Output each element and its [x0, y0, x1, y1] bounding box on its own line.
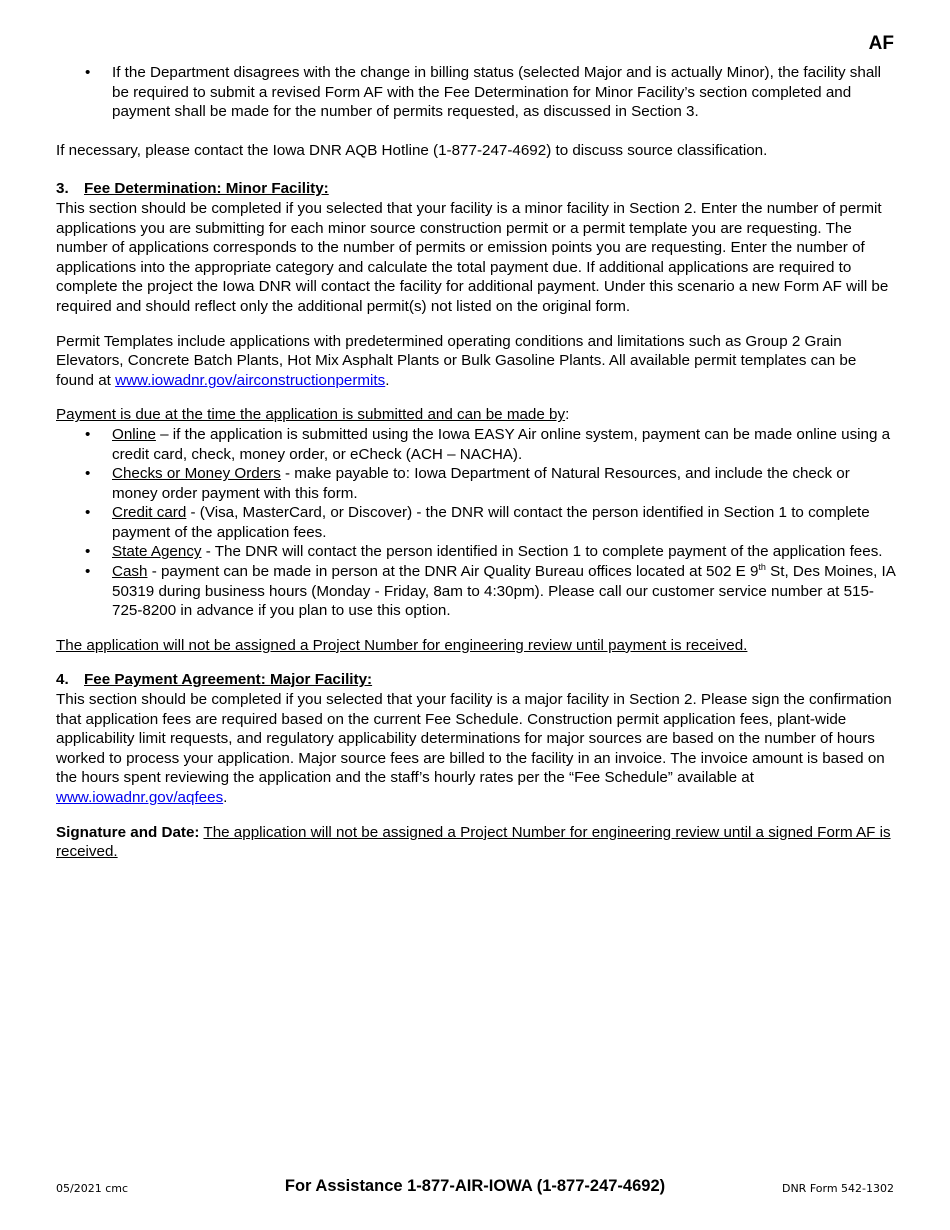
hotline-paragraph: If necessary, please contact the Iowa DNR AQB Hotline (1-877-247-4692) to discuss source classification. [56, 141, 768, 159]
payment-heading-end: : [565, 406, 570, 424]
footer-assistance: For Assistance 1-877-AIR-IOWA (1-877-247-4692) [284, 1177, 666, 1195]
intro-bullet-list [56, 63, 896, 122]
payment-method-state-agency [112, 542, 896, 562]
section4-paragraph [56, 690, 896, 808]
section-number: 4. [56, 671, 69, 689]
footer-date-code: 05/2021 cmc [56, 1182, 129, 1195]
section-title: Fee Determination: Minor Facility: [84, 180, 329, 198]
method-label: State Agency [112, 543, 202, 561]
signature-text: The application will not be assigned a Project Number for engineering review until a signed Form AF is received. [56, 823, 891, 861]
method-label: Cash [112, 563, 148, 581]
method-text: - The DNR will contact the person identified in Section 1 to complete payment of the application fees. [201, 543, 883, 561]
payment-method-cash [112, 562, 896, 621]
section4-end: . [223, 789, 228, 806]
payment-method-online [112, 425, 896, 464]
section-number: 3. [56, 180, 69, 198]
method-label: Credit card [112, 504, 187, 522]
templates-paragraph [56, 332, 896, 391]
templates-text: Permit Templates include applications with predetermined operating conditions and limitations such as Group 2 Grain Elevators, Concrete Batch Plants, Hot Mix Asphalt Plants or Bulk Gasoline Plants. All available permit templates can be found at [56, 332, 857, 389]
ordinal-suffix: th [758, 562, 766, 573]
list-item: • If the Department disagrees with the change in billing status (selected Major and is actually Minor), the facility shall be required to submit a revised Form AF with the Fee Determination for Minor Facility’s section completed and payment shall be made for the number of permits requested, as discussed in Section 3. [112, 63, 896, 122]
method-text: - (Visa, MasterCard, or Discover) - the DNR will contact the person identified in Section 1 to complete payment of the application fees. [112, 504, 870, 541]
method-label: Checks or Money Orders [112, 465, 281, 483]
payment-method-credit-card [112, 503, 896, 542]
section3-paragraph: This section should be completed if you selected that your facility is a minor facility in Section 2. Enter the number of permit applications you are submitting for each minor source construction permit or a permit template you are requesting. The number of applications corresponds to the number of permits or emission points you are requesting. Enter the number of applications into the appropriate category and calculate the total payment due. If additional applications are required to complete the project the Iowa DNR will contact the facility for additional payment. Under this scenario a new Form AF will be required and should reflect only the additional permit(s) not listed on the original form. [56, 199, 889, 315]
method-label: Online [112, 425, 156, 443]
section3-heading [56, 179, 896, 199]
templates-end: . [385, 371, 390, 389]
section4-heading [56, 670, 896, 690]
signature-paragraph [56, 823, 896, 862]
method-text: - payment can be made in person at the DNR Air Quality Bureau offices located at 502 E 9 [147, 563, 759, 581]
payment-heading [56, 405, 896, 425]
section4-text: This section should be completed if you selected that your facility is a major facility in Section 2. Please sign the confirmation that application fees are required based on the current Fee Schedule. Construction permit application fees, plant-wide applicability limit requests, and regulatory applicability determinations for major sources are based on the number of hours worked to process your application. Major source fees are billed to the facility in an invoice. The invoice amount is based on the hours spent reviewing the application and the staff’s hourly rates per the “Fee Schedule” available at [56, 691, 892, 787]
payment-notice: The application will not be assigned a Project Number for engineering review until payment is received. [56, 636, 748, 654]
permits-link[interactable]: www.iowadnr.gov/airconstructionpermits [115, 371, 386, 389]
signature-label: Signature and Date: [56, 823, 200, 841]
document-body [56, 63, 896, 862]
method-text: - make payable to: Iowa Department of Natural Resources, and include the check or money order payment with this form. [112, 465, 850, 502]
method-text: – if the application is submitted using the Iowa EASY Air online system, payment can be made online using a credit card, check, money order, or eCheck (ACH – NACHA). [112, 425, 891, 463]
payment-heading-text: Payment is due at the time the application is submitted and can be made by [56, 406, 566, 424]
section-title: Fee Payment Agreement: Major Facility: [84, 671, 373, 689]
form-code: AF [868, 33, 894, 54]
payment-methods-list [56, 425, 896, 621]
aqfees-link[interactable]: www.iowadnr.gov/aqfees [56, 789, 224, 806]
payment-method-checks [112, 464, 896, 503]
footer-form-number: DNR Form 542-1302 [781, 1182, 894, 1195]
method-text-cont: St, Des Moines, IA 50319 during business hours (Monday - Friday, 8am to 4:30pm). Please call our customer service number at 515-725-8200 in advance if you plan to use this option. [112, 563, 896, 620]
